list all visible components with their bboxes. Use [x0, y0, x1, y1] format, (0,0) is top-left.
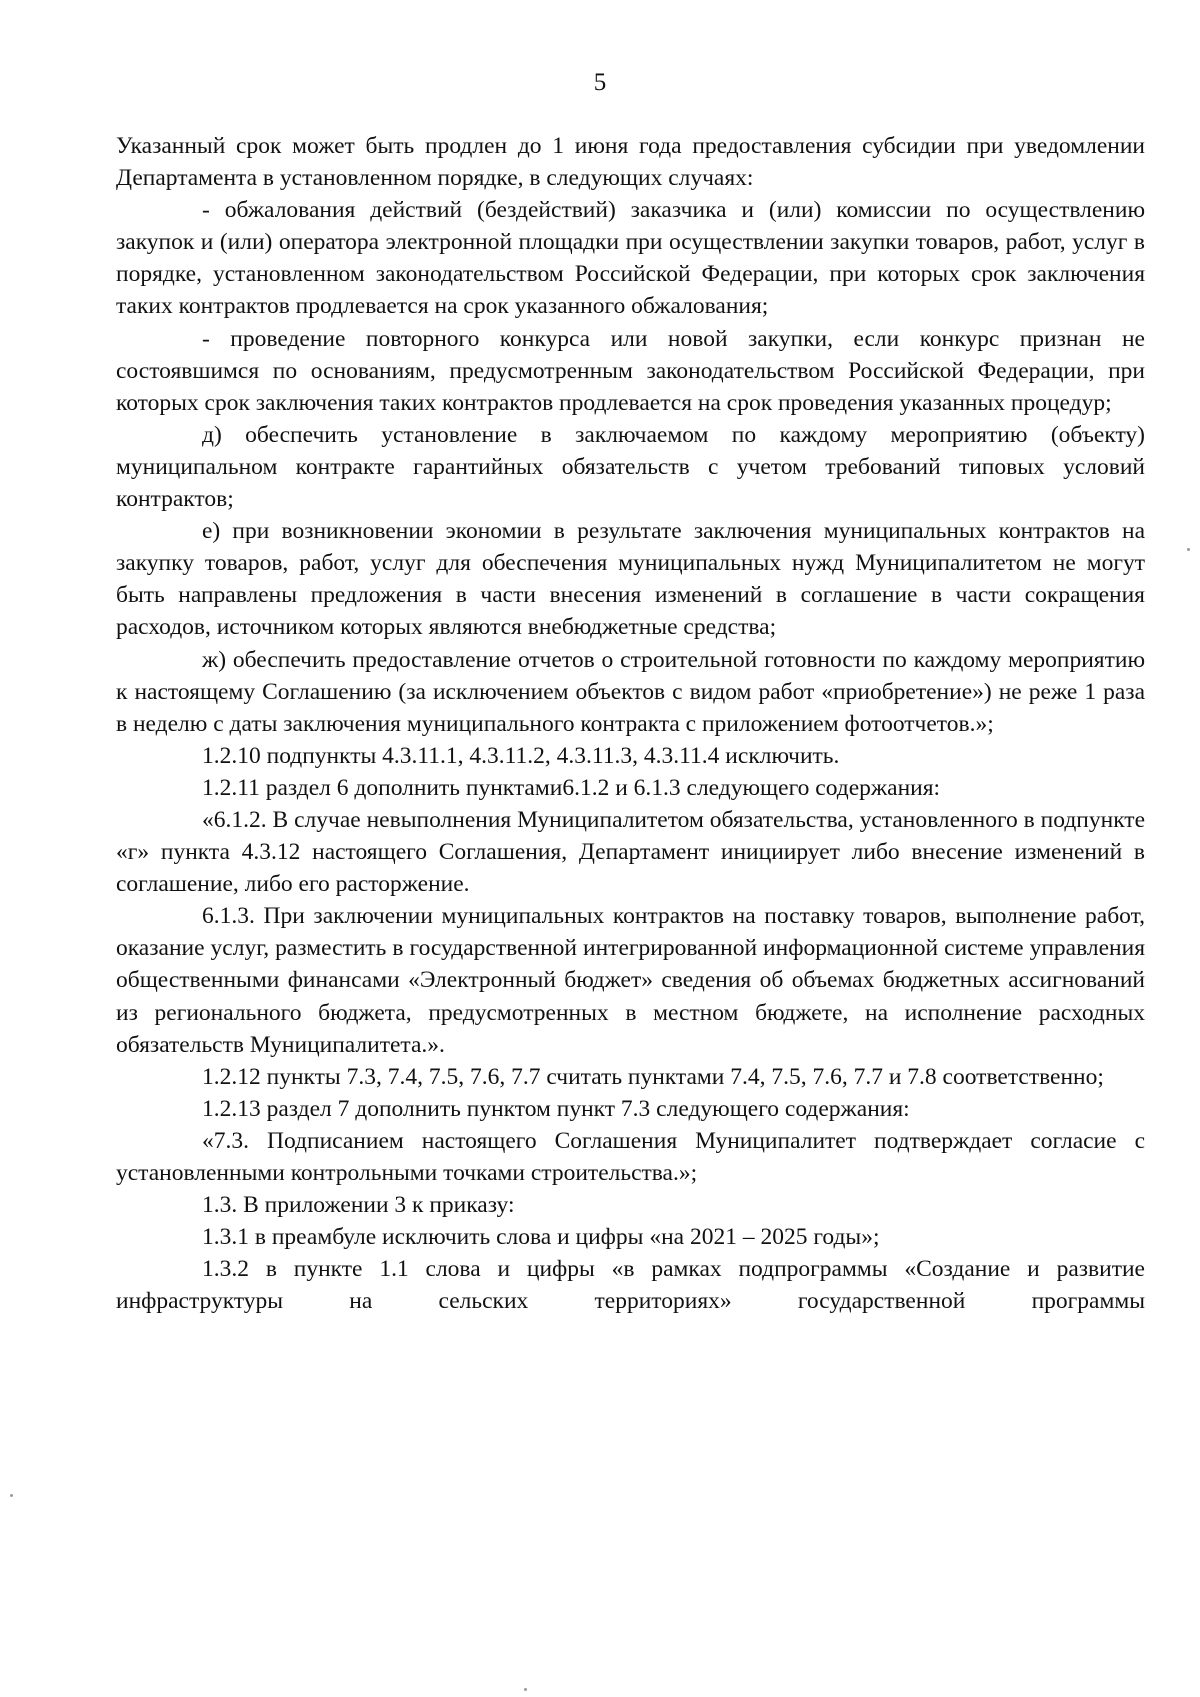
paragraph-1-3: 1.3. В приложении 3 к приказу:: [202, 1192, 515, 1219]
paragraph-item-d: д) обеспечить установление в заключаемом по каждому мероприятию (объекту) муниципальном контракте гарантийных обязательств с учетом требований типовых условий контрактов;: [116, 421, 1145, 513]
scan-speck: [10, 1494, 13, 1497]
paragraph-1-2-12: 1.2.12 пункты 7.3, 7.4, 7.5, 7.6, 7.7 считать пунктами 7.4, 7.5, 7.6, 7.7 и 7.8 соответственно;: [202, 1063, 1104, 1090]
paragraph-term-extension: Указанный срок может быть продлен до 1 июня года предоставления субсидии при уведомлении Департамента в установленном порядке, в следующих случаях:: [116, 133, 1145, 192]
paragraph-1-3-1: 1.3.1 в преамбуле исключить слова и цифры «на 2021 – 2025 годы»;: [202, 1224, 880, 1251]
paragraph-6-1-2: «6.1.2. В случае невыполнения Муниципалитетом обязательства, установленного в подпункте «г» пункта 4.3.12 настоящего Соглашения, Департамент инициирует либо внесение изменений в соглашение, либо его расторжение.: [116, 806, 1145, 898]
scan-speck: [1187, 548, 1190, 551]
document-body: [116, 130, 1145, 1317]
paragraph-1-2-11: 1.2.11 раздел 6 дополнить пунктами6.1.2 и 6.1.3 следующего содержания:: [202, 774, 941, 801]
paragraph-7-3: «7.3. Подписанием настоящего Соглашения Муниципалитет подтверждает согласие с установленными контрольными точками строительства.»;: [116, 1127, 1145, 1186]
paragraph-1-2-10: 1.2.10 подпункты 4.3.11.1, 4.3.11.2, 4.3.11.3, 4.3.11.4 исключить.: [202, 742, 840, 769]
paragraph-repeat-tender-case: - проведение повторного конкурса или новой закупки, если конкурс признан не состоявшимся по основаниям, предусмотренным законодательством Российской Федерации, при которых срок заключения таких контрактов продлевается на срок проведения указанных процедур;: [116, 325, 1145, 416]
paragraph-appeal-case: - обжалования действий (бездействий) заказчика и (или) комиссии по осуществлению закупок и (или) оператора электронной площадки при осуществлении закупки товаров, работ, услуг в порядке, установленном законодательством Российской Федерации, при которых срок заключения таких контрактов продлевается на срок указанного обжалования;: [116, 197, 1145, 320]
scan-speck: [524, 1688, 527, 1691]
paragraph-item-e: е) при возникновении экономии в результате заключения муниципальных контрактов на закупку товаров, работ, услуг для обеспечения муниципальных нужд Муниципалитетом не могут быть направлены предложения в части внесения изменений в соглашение в части сокращения расходов, источником которых являются внебюджетные средства;: [116, 518, 1145, 641]
page-number: 5: [593, 69, 607, 96]
paragraph-1-3-2: 1.3.2 в пункте 1.1 слова и цифры «в рамках подпрограммы «Создание и развитие инфраструктуры на сельских территориях» государственной программы: [116, 1256, 1145, 1315]
paragraph-item-zh: ж) обеспечить предоставление отчетов о строительной готовности по каждому мероприятию к настоящему Соглашению (за исключением объектов с видом работ «приобретение») не реже 1 раза в неделю с даты заключения муниципального контракта с приложением фотоотчетов.»;: [116, 646, 1145, 737]
paragraph-6-1-3: 6.1.3. При заключении муниципальных контрактов на поставку товаров, выполнение работ, оказание услуг, разместить в государственной интегрированной информационной системе управления общественными финансами «Электронный бюджет» сведения об объемах бюджетных ассигнований из регионального бюджета, предусмотренных в местном бюджете, на исполнение расходных обязательств Муниципалитета.».: [116, 903, 1145, 1058]
paragraph-1-2-13: 1.2.13 раздел 7 дополнить пунктом пункт 7.3 следующего содержания:: [202, 1095, 910, 1122]
